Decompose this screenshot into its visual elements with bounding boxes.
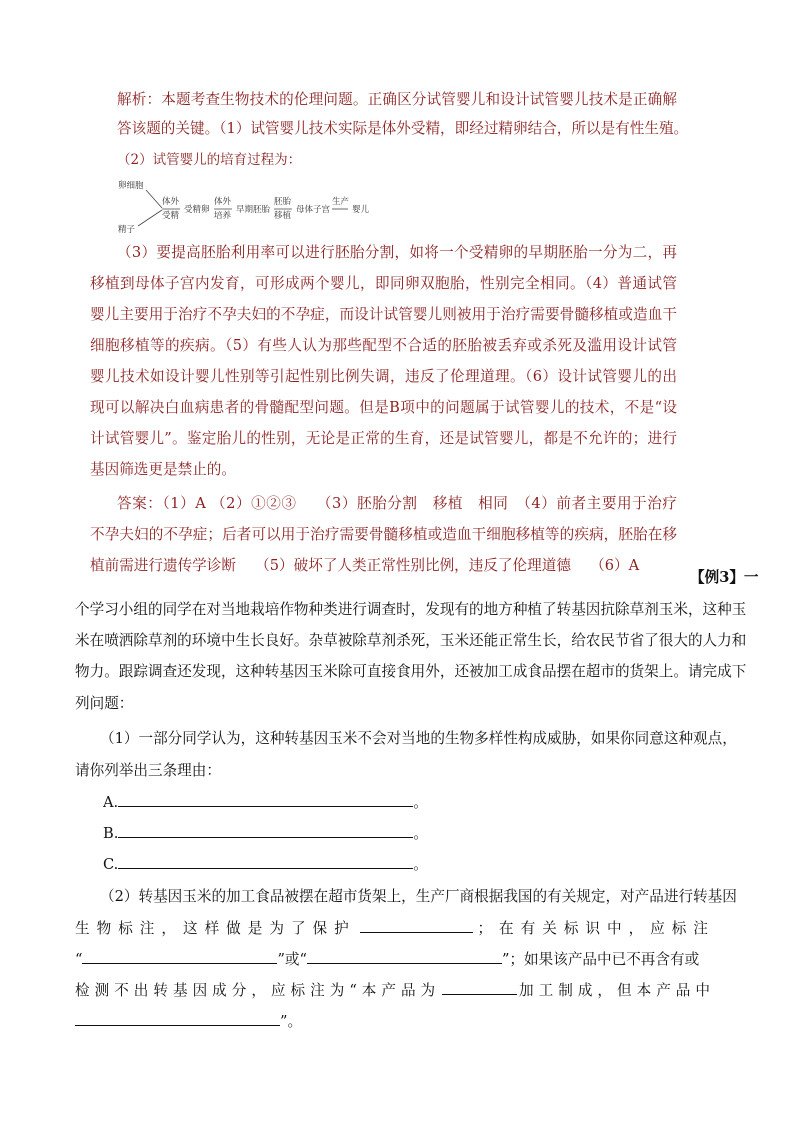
example-tag: 【例3】一 [690, 569, 759, 586]
analysis-line-10: 计试管婴儿”。鉴定胎儿的性别，无论是正常的生育，还是试管婴儿，都是不允许的；进行 [90, 430, 677, 447]
diagram-zygote: 受精卵 [184, 205, 210, 215]
analysis-line-2: 答该题的关键。（1）试管婴儿技术实际是体外受精，即经过精卵结合，所以是有性生殖。 [117, 120, 689, 137]
option-b-period: 。 [413, 825, 428, 842]
q2-blank-protect[interactable] [360, 918, 474, 933]
q2-line3-tail: ”；如果该产品中已不再含有或 [501, 951, 700, 968]
q2-blank-label-1[interactable] [82, 949, 277, 964]
question-2-line-4 [75, 980, 715, 1001]
diagram-fert-bottom: 受精 [162, 211, 180, 221]
diagram-uterus: 母体子宫 [296, 205, 331, 215]
answer-line-2: 不孕夫妇的不孕症；后者可以用于治疗需要骨髓移植或造血干细胞移植等的疾病，胚胎在移 [90, 526, 677, 543]
question-2-line-3 [75, 949, 699, 970]
analysis-line-11: 基因筛选更是禁止的。 [90, 461, 236, 478]
analysis-line-4: （3）要提高胚胎利用率可以进行胚胎分割，如将一个受精卵的早期胚胎一分为二，再 [117, 244, 677, 261]
q2-line2-text-b: ；在有关标识中，应标注 [477, 920, 715, 937]
option-a-label: A. [103, 794, 119, 811]
question-1-line-1: （1）一部分同学认为，这种转基因玉米不会对当地的生物多样性构成威胁，如果你同意这种观点， [100, 730, 737, 747]
answer-line-3: 植前需进行遗传学诊断 （5）破坏了人类正常性别比例，违反了伦理道德 （6）A [90, 557, 640, 574]
q2-blank-content[interactable] [75, 1011, 280, 1026]
question-2-line-2 [75, 918, 715, 939]
diagram-embryo: 早期胚胎 [236, 205, 271, 215]
option-c [103, 854, 428, 875]
question-2-line-5 [75, 1011, 302, 1032]
analysis-line-3: （2）试管婴儿的培育过程为： [117, 152, 302, 168]
q2-line3-open-quote: “ [75, 951, 83, 968]
option-c-label: C. [103, 856, 119, 873]
analysis-line-9: 现可以解决白血病患者的骨髓配型问题。但是B项中的问题属于试管婴儿的技术，不是“设 [90, 399, 677, 416]
option-c-blank[interactable] [118, 854, 413, 869]
question-1-line-2: 请你列举出三条理由： [75, 762, 221, 779]
question-2-line-1: （2）转基因玉米的加工食品被摆在超市货架上，生产厂商根据我国的有关规定，对产品进行转基因 [100, 888, 737, 905]
diagram-egg-label: 卵细胞 [118, 181, 144, 191]
analysis-line-6: 婴儿主要用于治疗不孕夫妇的不孕症，而设计试管婴儿则被用于治疗需要骨髓移植或造血干 [90, 306, 677, 323]
option-b [103, 823, 428, 844]
option-a-blank[interactable] [118, 792, 413, 807]
option-a-period: 。 [413, 794, 428, 811]
diagram-sperm-label: 精子 [118, 225, 136, 235]
diagram-transfer-top: 胚胎 [274, 197, 292, 207]
analysis-line-5: 移植到母体子宫内发育，可形成两个婴儿，即同卵双胞胎，性别完全相同。（4）普通试管 [90, 275, 677, 292]
example-line-4: 列问题： [75, 695, 134, 712]
diagram-transfer-bottom: 移植 [274, 211, 292, 221]
answer-line-1: 答案：（1）A （2）①②③ （3）胚胎分割 移植 相同 （4）前者主要用于治疗 [117, 495, 677, 512]
option-b-label: B. [103, 825, 119, 842]
analysis-line-7: 细胞移植等的疾病。（5）有些人认为那些配型不合适的胚胎被丢弃或杀死及滥用设计试管 [90, 337, 677, 354]
example-line-3: 物力。跟踪调查还发现，这种转基因玉米除可直接食用外，还被加工成食品摆在超市的货架上。请完成下 [75, 663, 747, 680]
q2-line4-text-a: 检测不出转基因成分，应标注为“本产品为 [75, 982, 441, 999]
analysis-line-8: 婴儿技术如设计婴儿性别等引起性别比例失调，违反了伦理道理。（6）设计试管婴儿的出 [90, 368, 677, 385]
diagram-culture-bottom: 培养 [214, 211, 232, 221]
diagram-birth: 生产 [332, 197, 350, 207]
example-line-1: 个学习小组的同学在对当地栽培作物种类进行调查时，发现有的地方种植了转基因抗除草剂玉米，这种玉 [75, 601, 747, 618]
option-c-period: 。 [413, 856, 428, 873]
example-line-2: 米在喷洒除草剂的环境中生长良好。杂草被除草剂杀死，玉米还能正常生长，给农民节省了很大的人力和 [75, 632, 747, 649]
q2-line5-tail: ”。 [280, 1013, 303, 1030]
q2-blank-label-2[interactable] [307, 949, 502, 964]
diagram-baby: 婴儿 [352, 205, 370, 215]
analysis-line-1: 解析：本题考查生物技术的伦理问题。正确区分试管婴儿和设计试管婴儿技术是正确解 [117, 91, 677, 108]
option-b-blank[interactable] [118, 823, 413, 838]
option-a [103, 792, 428, 813]
diagram-fert-top: 体外 [162, 197, 180, 207]
ivf-process-diagram [118, 180, 378, 235]
diagram-culture-top: 体外 [214, 197, 232, 207]
q2-line4-text-b: 加工制成，但本产品中 [519, 982, 715, 999]
q2-line3-or: ”或“ [277, 951, 307, 968]
q2-blank-source[interactable] [442, 980, 517, 995]
q2-line2-text-a: 生物标注，这样做是为了保护 [75, 920, 356, 937]
